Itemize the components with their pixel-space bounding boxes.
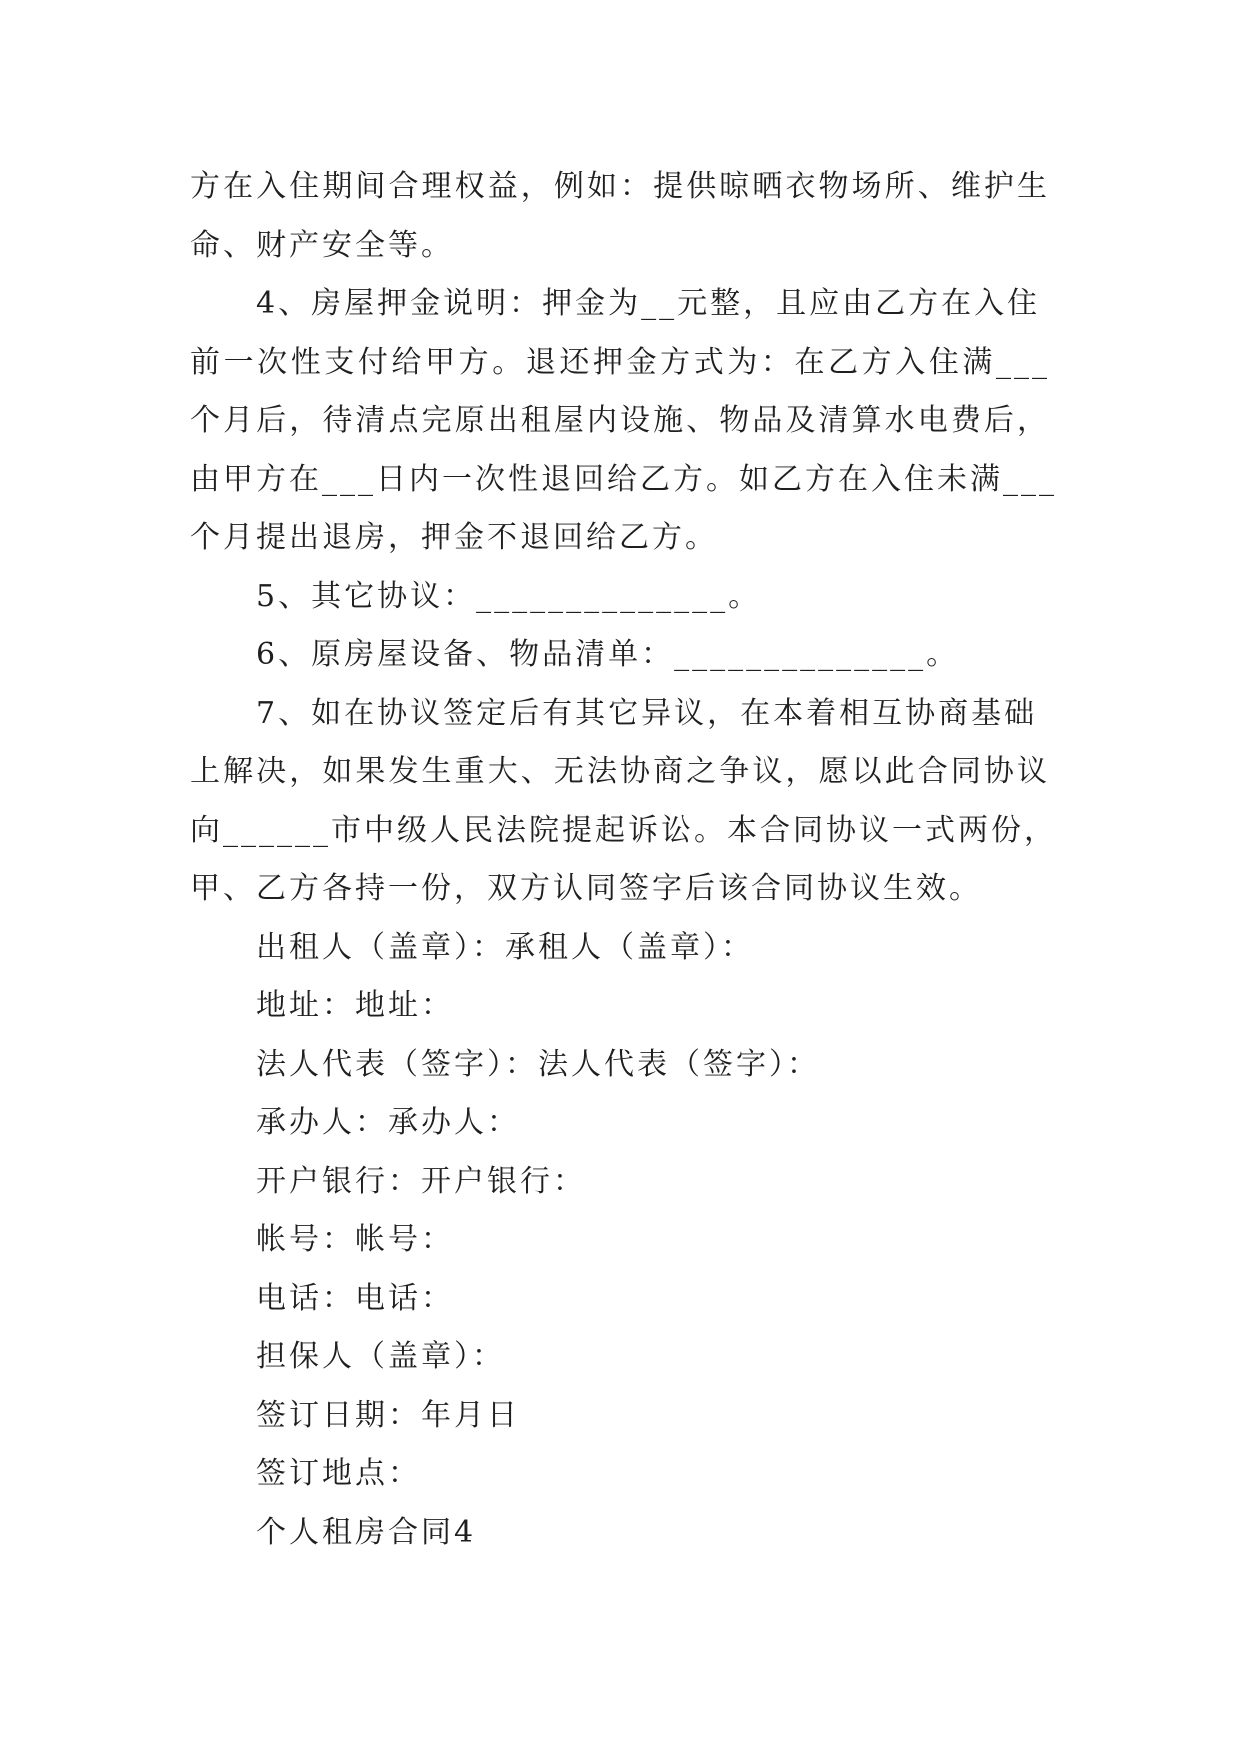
clause-4-line: 个月后，待清点完原出租屋内设施、物品及清算水电费后， [190,403,1050,438]
signing-date: 签订日期：年月日 [256,1397,520,1433]
paragraph-line: 命、财产安全等。 [190,227,454,263]
clause-6-line: 6、原房屋设备、物品清单：______________。 [256,637,960,672]
signature-handler: 承办人：承办人： [256,1105,520,1140]
signature-address: 地址：地址： [256,988,454,1023]
signing-place: 签订地点： [256,1456,421,1491]
signature-legal-rep: 法人代表（签字）：法人代表（签字）： [256,1046,820,1082]
signature-lessor-lessee: 出租人（盖章）：承租人（盖章）： [256,929,754,965]
signature-phone: 电话：电话： [256,1280,454,1316]
clause-4-line: 4、房屋押金说明：押金为__元整，且应由乙方在入住 [256,286,1041,321]
signature-guarantor: 担保人（盖章）： [256,1339,505,1374]
clause-7-line: 上解决，如果发生重大、无法协商之争议，愿以此合同协议 [190,754,1050,789]
signature-account: 帐号：帐号： [256,1222,454,1257]
document-body [190,158,1057,1562]
section-heading: 个人租房合同4 [256,1514,477,1550]
paragraph-line: 方在入住期间合理权益，例如：提供晾晒衣物场所、维护生 [190,169,1050,204]
clause-4-line: 前一次性支付给甲方。退还押金方式为：在乙方入住满___ [190,344,1050,380]
clause-7-line: 7、如在协议签定后有其它异议，在本着相互协商基础 [256,695,1038,731]
clause-5-line: 5、其它协议：______________。 [256,578,762,614]
clause-4-line: 个月提出退房，押金不退回给乙方。 [190,520,718,555]
signature-bank: 开户银行：开户银行： [256,1163,586,1199]
clause-4-line: 由甲方在___日内一次性退回给乙方。如乙方在入住未满___ [190,461,1057,497]
clause-7-line: 向______市中级人民法院提起诉讼。本合同协议一式两份， [190,812,1057,848]
clause-7-line: 甲、乙方各持一份，双方认同签字后该合同协议生效。 [190,871,982,906]
